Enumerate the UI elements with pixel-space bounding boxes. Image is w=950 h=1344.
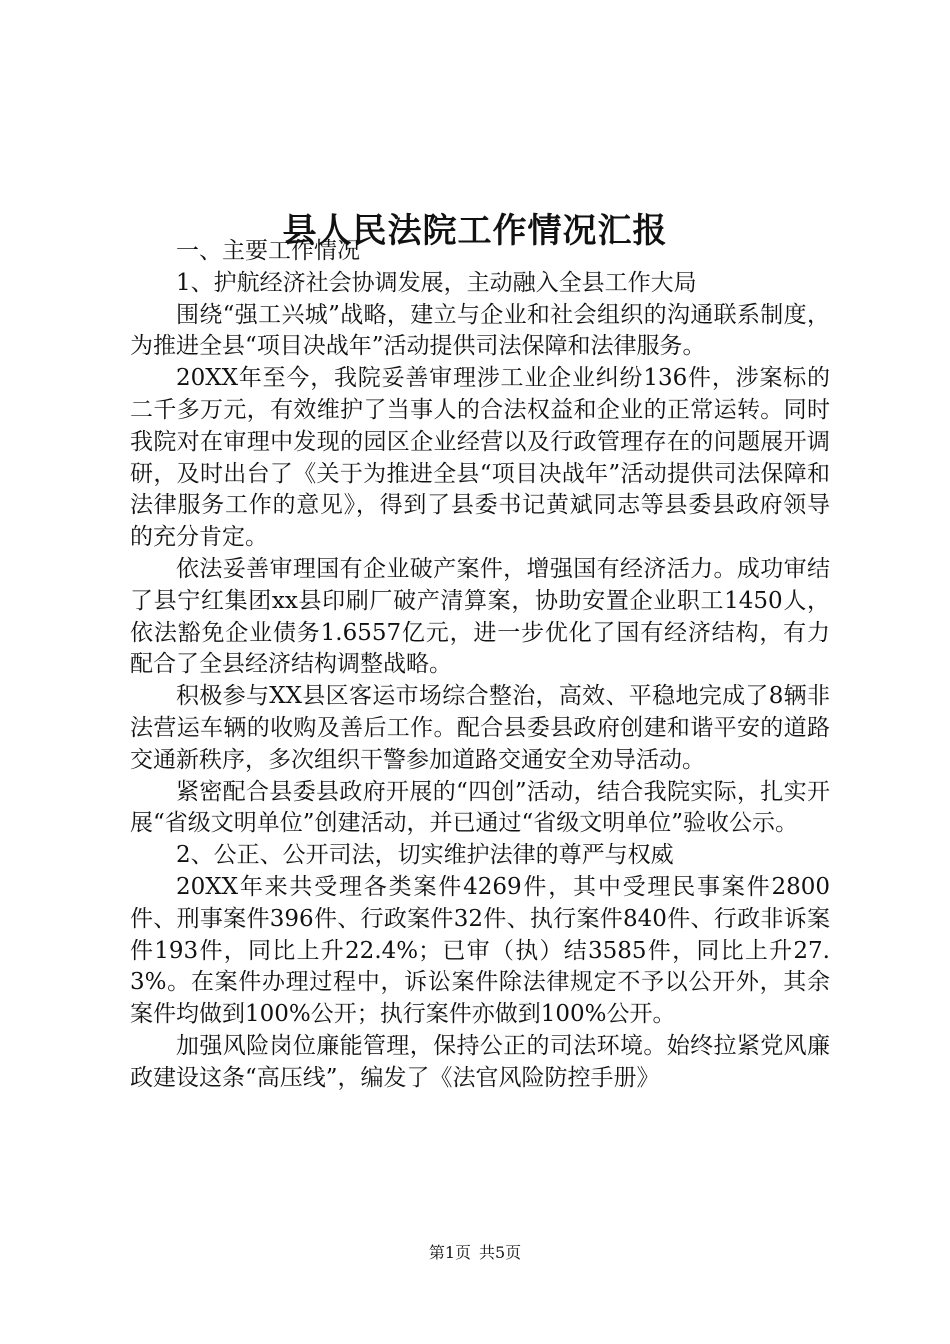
page-total: 共5页: [479, 1243, 522, 1262]
subsection-heading-justice: 2、公正、公开司法，切实维护法律的尊严与权威: [176, 842, 674, 869]
subsection-heading-economy: 1、护航经济社会协调发展，主动融入全县工作大局: [176, 269, 697, 296]
paragraph-industrial-cases: 20XX年至今，我院妥善审理涉工业企业纠纷136件，涉案标的二千多万元，有效维护了当事人的合法权益和企业的正常运转。同时我院对在审理中发现的园区企业经营以及行政管理存在的问题展开调研，及时出台了《关于为推进全县“项目决战年”活动提供司法保障和法律服务工作的意见》，得到了县委书记黄斌同志等县委县政府领导的充分肯定。: [130, 365, 830, 551]
paragraph-civilization: 紧密配合县委县政府开展的“四创”活动，结合我院实际，扎实开展“省级文明单位”创建活动，并已通过“省级文明单位”验收公示。: [130, 778, 830, 837]
page-footer: [0, 1242, 950, 1264]
paragraph-bankruptcy: 依法妥善审理国有企业破产案件，增强国有经济活力。成功审结了县宁红集团xx县印刷厂破产清算案，协助安置企业职工1450人，依法豁免企业债务1.6557亿元，进一步优化了国有经济结构，有力配合了全县经济结构调整战略。: [130, 555, 830, 678]
paragraph-integrity: 加强风险岗位廉能管理，保持公正的司法环境。始终拉紧党风廉政建设这条“高压线”，编发了《法官风险防控手册》: [130, 1032, 830, 1091]
paragraph-strategy: 围绕“强工兴城”战略，建立与企业和社会组织的沟通联系制度，为推进全县“项目决战年”活动提供司法保障和法律服务。: [130, 301, 830, 360]
paragraph-transport: 积极参与XX县区客运市场综合整治，高效、平稳地完成了8辆非法营运车辆的收购及善后工作。配合县委县政府创建和谐平安的道路交通新秩序，多次组织干警参加道路交通安全劝导活动。: [130, 683, 830, 773]
section-heading-main: 一、主要工作情况: [176, 238, 360, 264]
document-body: [130, 236, 830, 1095]
paragraph-case-stats: 20XX年来共受理各类案件4269件，其中受理民事案件2800件、刑事案件396件、行政案件32件、执行案件840件、行政非诉案件193件，同比上升22.4%；已审（执）结3585件，同比上升27.3%。在案件办理过程中，诉讼案件除法律规定不予以公开外，其余案件均做到100%公开；执行案件亦做到100%公开。: [130, 873, 830, 1028]
page-number: 第1页: [428, 1243, 471, 1262]
document-title: 县人民法院工作情况汇报: [282, 210, 668, 251]
